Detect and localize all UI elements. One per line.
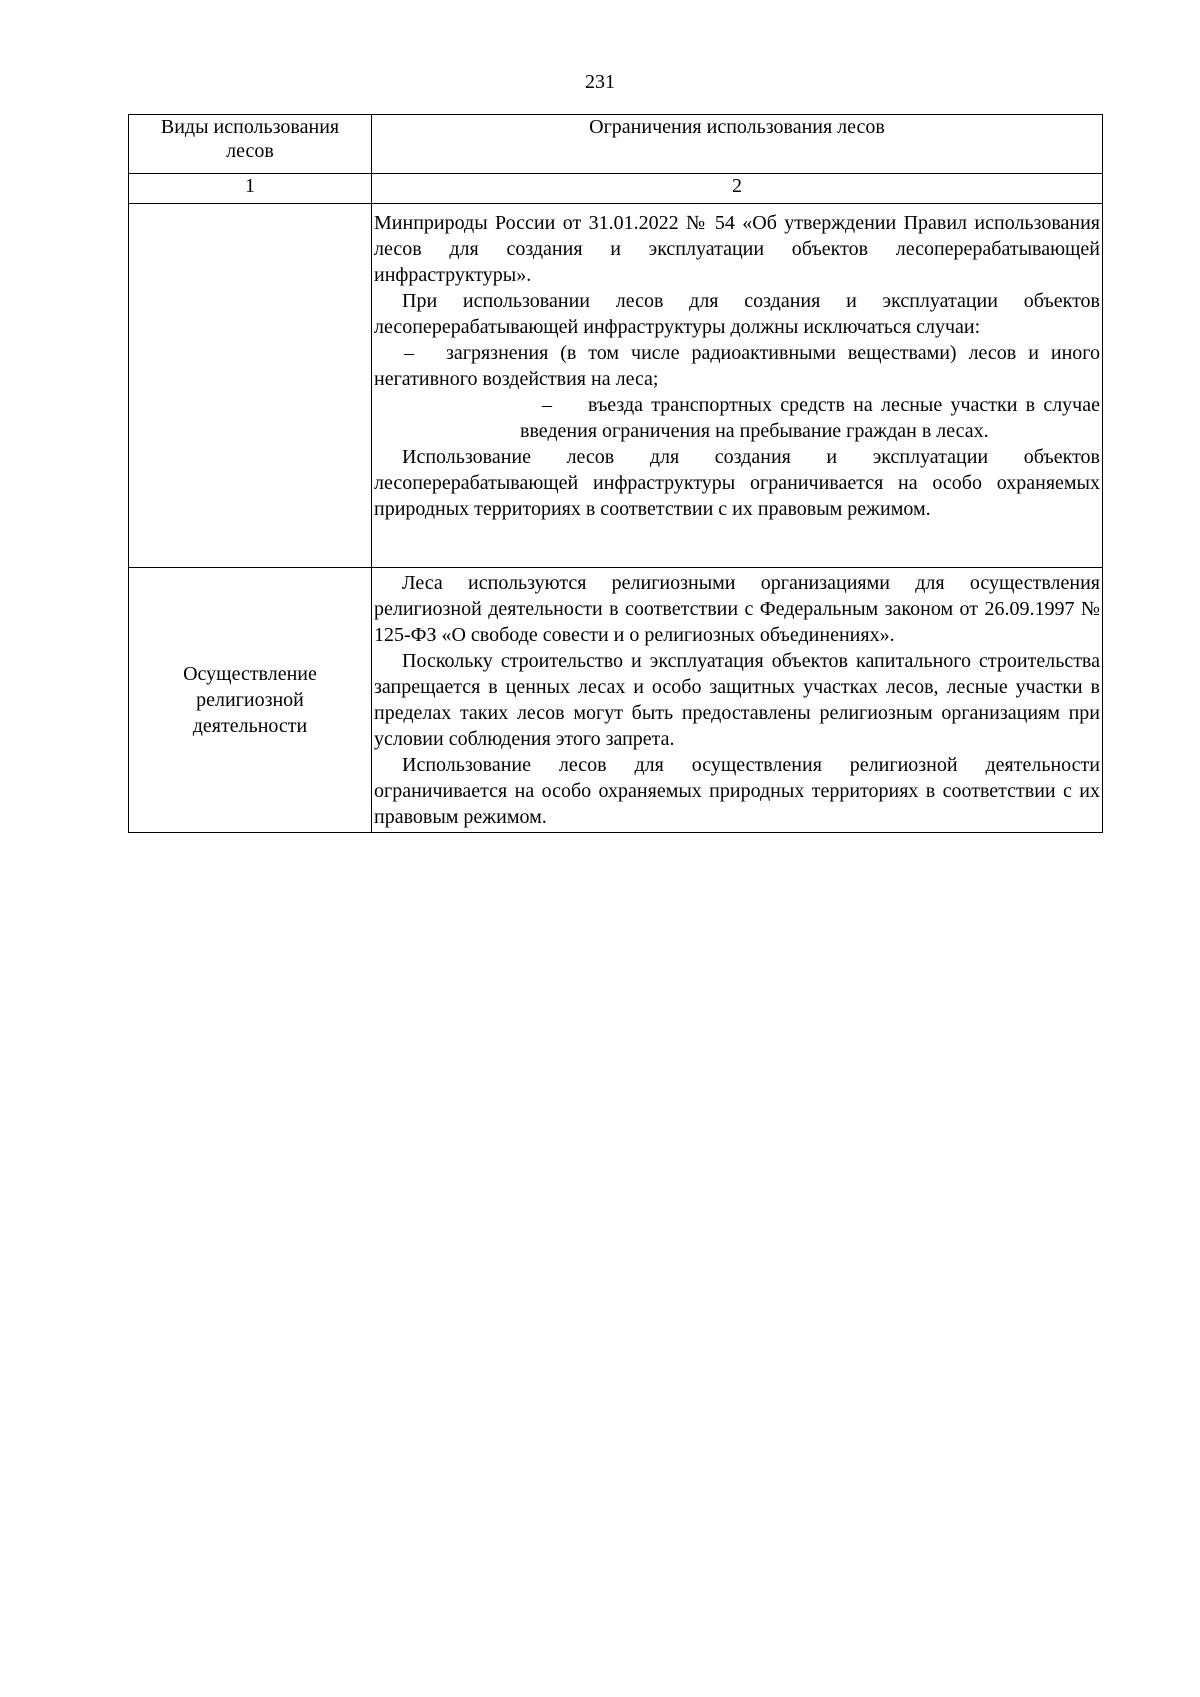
row2-paragraph-1: Леса используются религиозными организациями для осуществления религиозной деятельности в соответствии с Федеральным законом от 26.09.1997 № 125-ФЗ «О свободе совести и о религиозных объединениях». [374,572,1100,646]
table-row [129,204,1103,568]
row1-bullet-1-text: загрязнения (в том числе радиоактивными веществами) лесов и иного негативного воздействия на леса; [374,342,1100,390]
row1-bullet-2-text: въезда транспортных средств на лесные участки в случае введения ограничения на пребывание граждан в лесах. [520,394,1100,442]
column-number-2: 2 [372,174,1103,204]
header-col2: Ограничения использования лесов [372,115,1103,174]
row2-paragraph-2: Поскольку строительство и эксплуатация объектов капитального строительства запрещается в ценных лесах и особо защитных участках лесов, лесные участки в пределах таких лесов могут быть предоставлены религиозным организациям при условии соблюдения этого запрета. [374,650,1100,750]
table-header-row [129,115,1103,174]
row1-bullet-1 [374,340,1100,392]
forest-use-restrictions-table [128,114,1103,833]
row2-content [372,568,1103,833]
column-number-1: 1 [129,174,372,204]
column-number-row [129,174,1103,204]
table-row [129,568,1103,833]
page-number: 231 [585,71,615,93]
row1-paragraph-3: Использование лесов для создания и эксплуатации объектов лесоперерабатывающей инфраструктуры ограничивается на особо охраняемых природных территориях в соответствии с их правовым режимом. [374,446,1100,520]
row1-paragraph-2: При использовании лесов для создания и эксплуатации объектов лесоперерабатывающей инфраструктуры должны исключаться случаи: [374,290,1100,338]
row2-label: Осуществление религиозной деятельности [129,568,372,833]
row2-paragraph-3: Использование лесов для осуществления религиозной деятельности ограничивается на особо охраняемых природных территориях в соответствии с их правовым режимом. [374,754,1100,828]
row1-bullet-2 [520,392,1100,444]
header-col1: Виды использования лесов [129,115,372,174]
row1-paragraph-1: Минприроды России от 31.01.2022 № 54 «Об утверждении Правил использования лесов для создания и эксплуатации объектов лесоперерабатывающей инфраструктуры». [374,212,1100,286]
row1-bullet-2-dash: – [542,394,552,416]
row1-bullet-1-dash: – [404,342,414,364]
row1-label [129,204,372,568]
row1-content [372,204,1103,568]
